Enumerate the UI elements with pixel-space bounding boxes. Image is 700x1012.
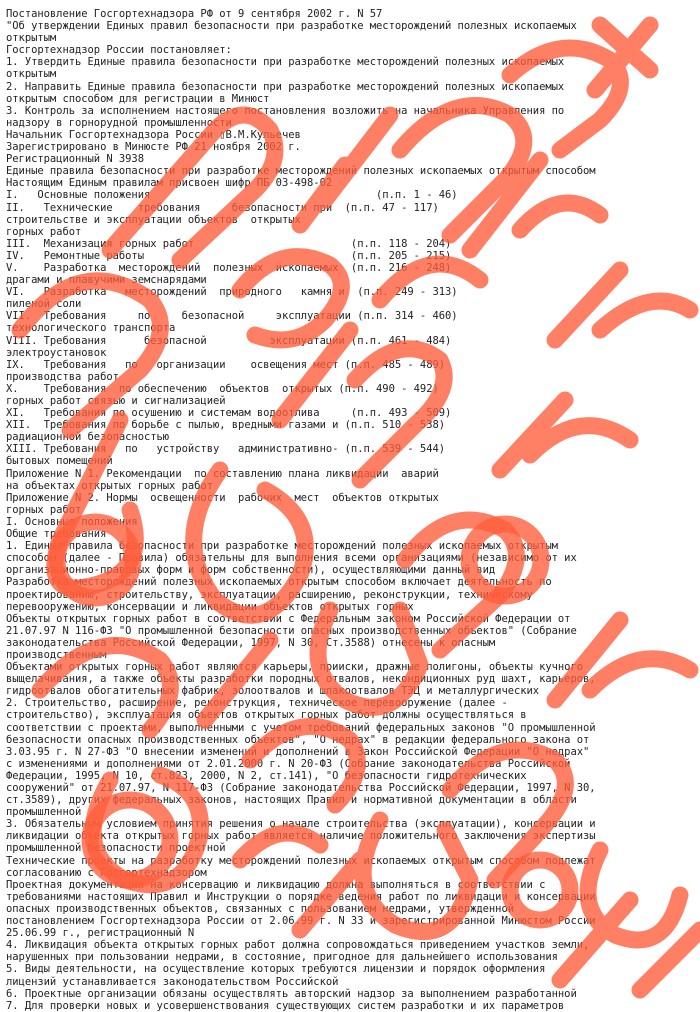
document-line: X. Требования по обеспечению объектов открытых (п.п. 490 - 492) bbox=[6, 382, 439, 395]
document-line: V. Разработка месторождений полезных ископаемых (п.п. 216 - 248) bbox=[6, 261, 452, 274]
document-line: промышленной bbox=[6, 806, 82, 819]
document-line: 2. Направить Единые правила безопасности при разработке месторождений полезных ископаемых bbox=[6, 80, 565, 93]
document-line: 6. Проектные организации обязаны осуществлять авторский надзор за выполнением разработанной bbox=[6, 987, 577, 1000]
document-line: IV. Ремонтные работы (п.п. 205 - 215) bbox=[6, 249, 452, 262]
document-line: III. Механизация горных работ (п.п. 118 - 204) bbox=[6, 237, 452, 250]
document-line: 1. Утвердить Единые правила безопасности при разработке месторождений полезных ископаемых bbox=[6, 56, 565, 69]
document-line: IX. Требования по организации освещения мест (п.п. 485 - 489) bbox=[6, 358, 446, 371]
document-line: проектированию, строительству, эксплуатации, расширению, реконструкции, техническому bbox=[6, 588, 533, 601]
document-line: открытым bbox=[6, 32, 57, 45]
document-line: 4. Ликвидация объекта открытых горных работ должна сопровождаться приведением участков земли, bbox=[6, 939, 590, 952]
document-line: горных работ связью и сигнализацией bbox=[6, 395, 226, 407]
document-line: Приложение N 1. Рекомендации по составлению плана ликвидации аварий bbox=[6, 467, 439, 480]
document-line: выщелачивания, а также объекты разработки породных отвалов, некондиционных руд шахт, карьеров, bbox=[6, 673, 596, 686]
document-line: соответствии с проектами, выполненными с учетом требований федеральных законов "О промышленной bbox=[6, 721, 596, 734]
document-line: I. Основные положения bbox=[6, 515, 138, 528]
document-line: Начальник Госгортехнадзора России ▯В.М.Кульечев bbox=[6, 128, 301, 141]
document-line: VIII. Требования безопасной эксплуатации (п.п. 461 - 484) bbox=[6, 334, 452, 347]
document-line: согласованию с Госгортехнадзором bbox=[6, 866, 207, 879]
document-line: радиационной безопасностью bbox=[6, 431, 170, 444]
document-line: опасных производственных объектов, связанных с пользованием недрами, утвержденной bbox=[6, 902, 514, 915]
document-line: Разработка месторождений полезных ископаемых открытым способом включает деятельность по bbox=[6, 576, 552, 589]
document-line: драгами и плавучими земснарядами bbox=[6, 274, 207, 287]
document-line: 2. Строительство, расширение, реконструкция, техническое перевооружение (далее - bbox=[6, 697, 508, 710]
document-line: постановлением Госгортехнадзора России от 2.06.99 г. N 33 и зарегистрированной Минюстом России bbox=[6, 915, 596, 928]
document-line: Госгортехнадзор России постановляет: bbox=[6, 44, 232, 57]
document-line: Регистрационный N 3938 bbox=[6, 153, 144, 166]
document-line: лицензий устанавливается законодательством Российской bbox=[6, 975, 339, 988]
document-line: XII. Требования по борьбе с пылью, вредными газами и (п.п. 510 - 538) bbox=[6, 419, 446, 432]
document-line: I. Основные положения (п.п. 1 - 46) bbox=[6, 189, 458, 202]
document-line: Проектная документация на консервацию и ликвидацию должна выполняться в соответствии с bbox=[6, 878, 546, 891]
document-line: VII. Требования по безопасной эксплуатации (п.п. 314 - 460) bbox=[6, 310, 458, 323]
document-line: Объектами открытых горных работ являются карьеры, прииски, дражные полигоны, объекты кучного bbox=[6, 661, 583, 674]
document-line: 21.07.97 N 116-ФЗ "О промышленной безопасности опасных производственных объектов" (Собрание bbox=[6, 624, 577, 637]
document-line: Единые правила безопасности при разработке месторождений полезных ископаемых открытым способом bbox=[6, 165, 596, 178]
document-line: Общие требования bbox=[6, 528, 107, 541]
document-line: горных работ bbox=[6, 503, 82, 516]
document-line: 3. Обязательным условием принятия решения о начале строительства (эксплуатации), консервации и bbox=[6, 818, 596, 831]
document-line: 3. Контроль за исполнением настоящего постановления возложить на начальника Управления по bbox=[6, 104, 565, 117]
document-line: строительстве и эксплуатации объектов открытых bbox=[6, 213, 301, 226]
document-line: "Об утверждении Единых правил безопасности при разработке месторождений полезных ископаемых bbox=[6, 20, 577, 33]
document-line: открытым способом для регистрации в Минюст bbox=[6, 92, 270, 105]
document-line: промышленной безопасности проектной bbox=[6, 842, 226, 855]
document-line: надзору в горнорудной промышленности bbox=[6, 116, 232, 129]
document-line: 3.03.95 г. N 27-ФЗ "О внесении изменений и дополнений в Закон Российской Федерации "О недрах" bbox=[6, 745, 590, 758]
document-line: законодательства Российской Федерации, 1997, N 30, Ст.3588) отнесены к опасным bbox=[6, 636, 496, 649]
document-line: 5. Виды деятельности, на осуществление которых требуются лицензии и порядок оформления bbox=[6, 963, 546, 976]
document-line: 25.06.99 г., регистрационный N bbox=[6, 927, 195, 940]
document-line: VI. Разработка месторождений природного камня и (п.п. 249 - 313) bbox=[6, 286, 458, 299]
document-line: сооружений" от 21.07.97, N 117-ФЗ (Собрание законодательства Российской Федерации, 1997, N 30, bbox=[6, 782, 596, 794]
document-line: Объекты открытых горных работ в соответствии с Федеральным законом Российской Федерации от bbox=[6, 612, 571, 625]
document-line: Настоящим Единым правилам присвоен шифр ПБ 03-498-02 bbox=[6, 177, 333, 190]
document-line: с изменениями и дополнениями от 2.01.2000 г. N 20-ФЗ (Собрание законодательства Российской bbox=[6, 757, 571, 770]
document-line: Федерации, 1995, N 10, ст.823, 2000, N 2, ст.141), "О безопасности гидротехнических bbox=[6, 769, 527, 782]
document-line: перевооружению, консервации и ликвидации объектов открытых горных bbox=[6, 600, 414, 613]
document-line: организационно-правовых форм и форм собственности), осуществляющими данный вид bbox=[6, 564, 496, 577]
document-line: электроустановок bbox=[6, 346, 107, 359]
document-line: горных работ bbox=[6, 225, 82, 238]
document-line: открытым bbox=[6, 68, 57, 81]
document-line: бытовых помещений bbox=[6, 455, 113, 468]
document-line: строительство), эксплуатация объектов открытых горных работ должны осуществляться в bbox=[6, 709, 527, 722]
document-body bbox=[6, 8, 696, 1012]
document-line: гидроотвалов обогатительных фабрик, золоотвалов и шлакоотвалов ТЭЦ и металлургических bbox=[6, 685, 540, 698]
document-line: технологического транспорта bbox=[6, 322, 176, 335]
document-line: II. Технические требования безопасности при (п.п. 47 - 117) bbox=[6, 201, 439, 214]
document-line: ст.3589), других федеральных законов, настоящих Правил и нормативной документации в области bbox=[6, 794, 577, 807]
document-line: XI. Требования по осушению и системам водоотлива (п.п. 493 - 509) bbox=[6, 407, 452, 420]
document-line: Технические проекты на разработку месторождений полезных ископаемых открытым способом подлежат bbox=[6, 854, 596, 867]
document-line: 7. Для проверки новых и усовершенствования существующих систем разработки и их параметров bbox=[6, 999, 565, 1012]
document-line: производства работ bbox=[6, 370, 119, 383]
document-line: 1. Единые правила безопасности при разработке месторождений полезных ископаемых открытым bbox=[6, 540, 558, 553]
document-line: на объектах открытых горных работ bbox=[6, 479, 213, 492]
document-line: Приложение N 2. Нормы освещенности рабочих мест объектов открытых bbox=[6, 491, 439, 504]
document-line: нарушенных при пользовании недрами, в состояние, пригодное для дальнейшего использования bbox=[6, 951, 558, 964]
document-line: безопасности опасных производственных объектов", "О недрах" в редакции федерального закона от bbox=[6, 733, 590, 746]
document-line: требованиями настоящих Правил и Инструкции о порядке ведения работ по ликвидации и консервации bbox=[6, 890, 596, 903]
document-line: пиленой соли bbox=[6, 298, 82, 311]
document-line: Постановление Госгортехнадзора РФ от 9 сентября 2002 г. N 57 bbox=[6, 8, 383, 20]
document-line: XIII. Требования по устройству административно- (п.п. 539 - 544) bbox=[6, 443, 446, 456]
document-line: способом (далее - Правила) обязательны для выполнения всеми организациями (независимо от их bbox=[6, 552, 577, 565]
document-line: ликвидации объекта открытых горных работ является наличие положительного заключения экспертизы bbox=[6, 830, 596, 843]
document-line: производственным bbox=[6, 648, 107, 661]
document-line: Зарегистрировано в Минюсте РФ 21 ноября 2002 г. bbox=[6, 141, 301, 154]
